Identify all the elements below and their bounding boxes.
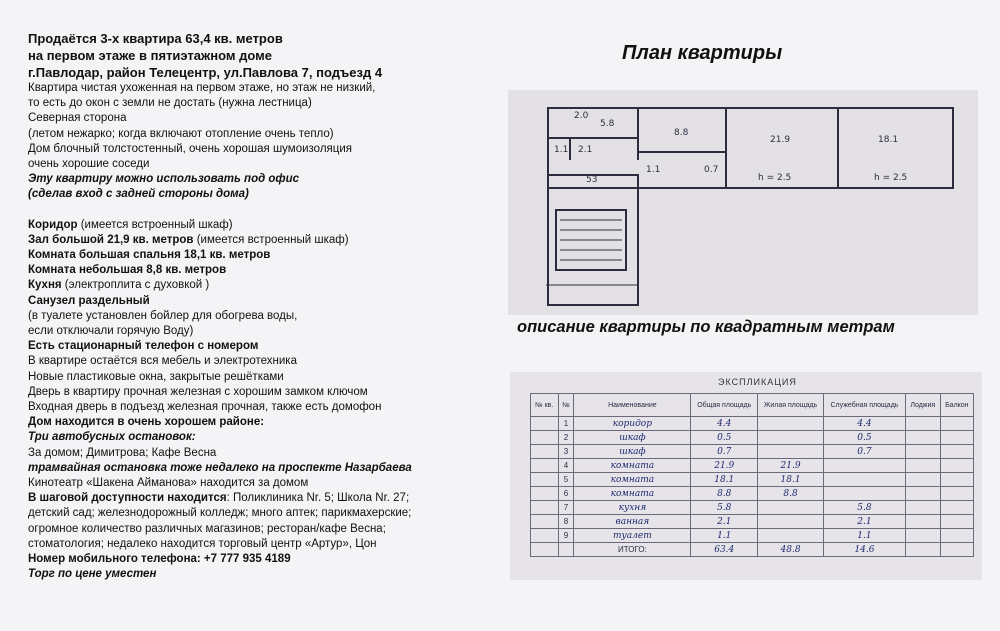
plan-label: 21.9 (770, 135, 791, 145)
walk-line: детский сад; железнодорожный колледж; много аптек; парикмахерские; (28, 507, 412, 520)
boiler-line: если отключали горячую Воду) (28, 325, 194, 338)
walk-line: огромное количество различных магазинов; ресторан/кафе Весна; (28, 522, 386, 535)
mobile-line: Номер мобильного телефона: +7 777 935 4189 (28, 553, 291, 566)
plan-label: 1.1 (554, 145, 569, 155)
table-header: Общая площадь (691, 394, 758, 417)
plan-label: 2.1 (578, 145, 593, 155)
table-header: Жилая площадь (758, 394, 824, 417)
room-line: Зал большой 21,9 кв. метров (имеется встроенный шкаф) (28, 233, 349, 246)
table-total-row: ИТОГО: 63.4 48.8 14.6 (531, 543, 974, 557)
table-row: 5 комната 18.1 18.1 (531, 473, 974, 487)
plan-label: 1.1 (646, 165, 661, 175)
desc-line: Северная сторона (28, 112, 127, 125)
table-row: 4 комната 21.9 21.9 (531, 459, 974, 473)
tram-line: трамвайная остановка тоже недалеко на проспекте Назарбаева (28, 461, 412, 474)
desc-line: Дом блочный толстостенный, очень хорошая шумоизоляция (28, 142, 352, 155)
table-row: 7 кухня 5.8 5.8 (531, 501, 974, 515)
table-row: 9 туалет 1.1 1.1 (531, 529, 974, 543)
table-row: 8 ванная 2.1 2.1 (531, 515, 974, 529)
table-header: № (558, 394, 574, 417)
desc-line: Квартира чистая ухоженная на первом этаже, но этаж не низкий, (28, 82, 376, 94)
headline-1: Продаётся 3-х квартира 63,4 кв. метров (28, 31, 283, 46)
plan-label: 53 (586, 175, 598, 185)
walk-line: стоматология; недалеко находится торговый центр «Артур», Цон (28, 537, 377, 550)
office-line: Эту квартиру можно использовать под офис (28, 173, 300, 186)
desc-line: (летом нежарко; когда включают отопление очень тепло) (28, 127, 334, 140)
table-header: Балкон (940, 394, 973, 417)
table-header: Лоджия (905, 394, 940, 417)
room-line: Комната небольшая 8,8 кв. метров (28, 264, 227, 277)
explication-title: ЭКСПЛИКАЦИЯ (718, 377, 797, 387)
table-row: 2 шкаф 0.5 0.5 (531, 431, 974, 445)
plan-label: 5.8 (600, 119, 615, 129)
plan-label: 2.0 (574, 111, 589, 121)
table-row: 3 шкаф 0.7 0.7 (531, 445, 974, 459)
headline-2: на первом этаже в пятиэтажном доме (28, 48, 272, 63)
table-header: Служебная площадь (824, 394, 906, 417)
bargain-line: Торг по цене уместен (28, 568, 157, 581)
listing-text (28, 30, 508, 583)
area-line: Дом находится в очень хорошем районе: (28, 416, 265, 429)
table-header: Наименование (574, 394, 691, 417)
floor-plan-image (508, 90, 978, 315)
extra-line: Новые пластиковые окна, закрытые решётками (28, 370, 284, 383)
boiler-line: (в туалете установлен бойлер для обогрева воды, (28, 309, 298, 322)
table-caption: описание квартиры по квадратным метрам (517, 318, 895, 336)
room-line: Кухня (электроплита с духовкой ) (28, 279, 210, 292)
office-line: (сделав вход с задней стороны дома) (28, 188, 249, 201)
plan-label: h = 2.5 (874, 173, 908, 183)
plan-title: План квартиры (622, 42, 783, 64)
extra-line: Входная дверь в подъезд железная прочная, также есть домофон (28, 401, 382, 414)
table-row: 1 коридор 4.4 4.4 (531, 417, 974, 431)
table-header-row (531, 394, 974, 417)
room-line: Коридор (имеется встроенный шкаф) (28, 218, 233, 231)
total-label: ИТОГО: (574, 543, 691, 557)
plan-label: 0.7 (704, 165, 719, 175)
desc-line: то есть до окон с земли не достать (нужна лестница) (28, 97, 312, 110)
extra-line: Дверь в квартиру прочная железная с хорошим замком ключом (28, 385, 368, 398)
phone-line: Есть стационарный телефон с номером (28, 340, 259, 353)
plan-label: 8.8 (674, 128, 689, 138)
desc-line: очень хорошие соседи (28, 158, 150, 171)
bus-list: За домом; Димитрова; Кафе Весна (28, 446, 217, 459)
room-line: Комната большая спальня 18,1 кв. метров (28, 249, 271, 262)
cinema-line: Кинотеатр «Шакена Айманова» находится за домом (28, 477, 309, 490)
extra-line: В квартире остаётся вся мебель и электротехника (28, 355, 297, 368)
plan-label: h = 2.5 (758, 173, 792, 183)
floor-plan-drawing (508, 90, 978, 315)
explication-table (530, 393, 974, 557)
table-header: № кв. (531, 394, 559, 417)
table-row: 6 комната 8.8 8.8 (531, 487, 974, 501)
room-line: Санузел раздельный (28, 294, 150, 307)
bus-line: Три автобусных остановок: (28, 431, 196, 444)
headline-3: г.Павлодар, район Телецентр, ул.Павлова 7, подъезд 4 (28, 65, 383, 80)
plan-label: 18.1 (878, 135, 899, 145)
walk-line: В шаговой доступности находится: Поликлиника Nr. 5; Школа Nr. 27; (28, 492, 410, 505)
